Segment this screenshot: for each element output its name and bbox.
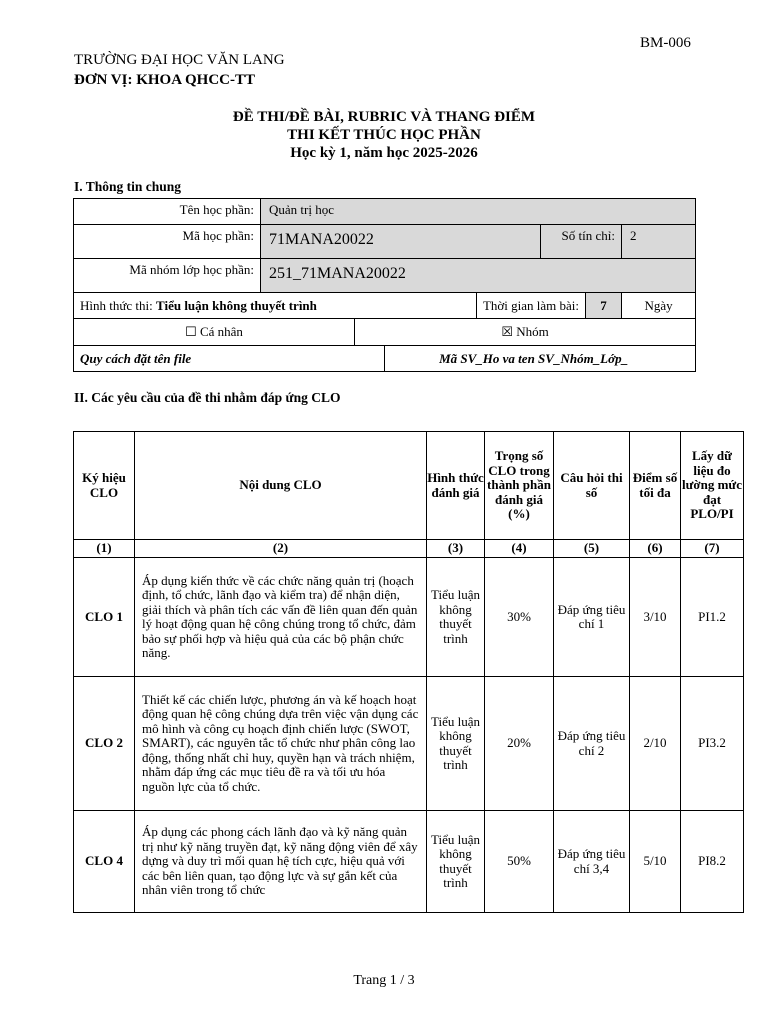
class-group-label: Mã nhóm lớp học phần: [74,259,261,293]
col-number: (4) [485,540,554,558]
duration-value: 7 [586,293,622,319]
credits-label: Số tín chỉ: [541,225,622,259]
clo-content: Áp dụng kiến thức về các chức năng quản trị (hoạch định, tổ chức, lãnh đạo và kiểm tra) để nhận diện, giải thích và phân tích các vấn đề liên quan đến quản lý hoạt động quan hệ công chúng trong tổ chức, đảm bảo sự phối hợp và hiệu quả của các bộ phận chức năng. [135,558,427,677]
header-weight: Trọng số CLO trong thành phần đánh giá (%) [485,432,554,540]
col-number: (6) [630,540,681,558]
clo-weight: 20% [485,677,554,811]
course-name-value: Quản trị học [261,199,696,225]
group-option: ☒ Nhóm [355,319,696,346]
duration-unit: Ngày [622,293,696,319]
clo-id: CLO 4 [74,811,135,913]
clo-header-row [74,432,744,540]
individual-option: ☐ Cá nhân [74,319,355,346]
section1-heading: I. Thông tin chung [74,179,182,194]
section2-heading: II. Các yêu cầu của đề thi nhằm đáp ứng CLO [74,390,341,405]
clo-content: Áp dụng các phong cách lãnh đạo và kỹ năng quản trị như kỹ năng truyền đạt, kỹ năng động viên để xây dựng và duy trì mối quan hệ tích cực, hiệu quả với các bên liên quan, tạo động lực và sự gắn kết của nhân viên trong tổ chức [135,811,427,913]
credits-value: 2 [622,225,696,259]
clo-content: Thiết kế các chiến lược, phương án và kế hoạch hoạt động quan hệ công chúng dựa trên việc vận dụng các mô hình và công cụ hoạch định chiến lược (SWOT, SMART), các nguyên tắc tổ chức như phân công lao động, thống nhất chỉ huy, quyền hạn và trách nhiệm, nhằm đáp ứng các mục tiêu đề ra và tối ưu hóa nguồn lực của tổ chức. [135,677,427,811]
class-group-value: 251_71MANA20022 [261,259,696,293]
col-number: (1) [74,540,135,558]
clo-form: Tiểu luận không thuyết trình [427,811,485,913]
clo-table [73,431,744,913]
exam-form-cell [74,293,477,319]
semester-line: Học kỳ 1, năm học 2025-2026 [290,145,478,161]
exam-form-label: Hình thức thi: [80,297,153,313]
clo-max-score: 2/10 [630,677,681,811]
clo-form: Tiểu luận không thuyết trình [427,677,485,811]
header-clo-content: Nội dung CLO [135,432,427,540]
clo-max-score: 3/10 [630,558,681,677]
clo-pi: PI1.2 [681,558,744,677]
clo-weight: 30% [485,558,554,677]
exam-form-value: Tiểu luận không thuyết trình [156,297,317,313]
header-question: Câu hỏi thi số [554,432,630,540]
general-info-table [73,198,696,372]
col-number: (2) [135,540,427,558]
header-plo-pi: Lấy dữ liệu đo lường mức đạt PLO/PI [681,432,744,540]
table-row [74,677,744,811]
school-name: TRƯỜNG ĐẠI HỌC VĂN LANG [74,52,285,68]
col-number: (3) [427,540,485,558]
clo-max-score: 5/10 [630,811,681,913]
table-row [74,811,744,913]
clo-question: Đáp ứng tiêu chí 2 [554,677,630,811]
header-assessment-form: Hình thức đánh giá [427,432,485,540]
column-number-row [74,540,744,558]
header-clo-id: Ký hiệu CLO [74,432,135,540]
col-number: (5) [554,540,630,558]
clo-id: CLO 1 [74,558,135,677]
duration-label: Thời gian làm bài: [477,293,586,319]
course-name-label: Tên học phần: [74,199,261,225]
clo-form: Tiểu luận không thuyết trình [427,558,485,677]
filename-label: Quy cách đặt tên file [74,346,385,372]
clo-id: CLO 2 [74,677,135,811]
course-code-value: 71MANA20022 [261,225,541,259]
course-code-label: Mã học phần: [74,225,261,259]
header-max-score: Điểm số tối đa [630,432,681,540]
clo-pi: PI8.2 [681,811,744,913]
page-number: Trang 1 / 3 [353,973,415,988]
table-row [74,558,744,677]
clo-question: Đáp ứng tiêu chí 3,4 [554,811,630,913]
col-number: (7) [681,540,744,558]
clo-pi: PI3.2 [681,677,744,811]
clo-question: Đáp ứng tiêu chí 1 [554,558,630,677]
filename-format: Mã SV_Ho va ten SV_Nhóm_Lớp_ [385,346,696,372]
form-code: BM-006 [640,35,691,51]
clo-weight: 50% [485,811,554,913]
document-subtitle: THI KẾT THÚC HỌC PHẦN [287,127,481,143]
unit-name: ĐƠN VỊ: KHOA QHCC-TT [74,72,255,88]
document-title: ĐỀ THI/ĐỀ BÀI, RUBRIC VÀ THANG ĐIỂM [232,109,536,125]
